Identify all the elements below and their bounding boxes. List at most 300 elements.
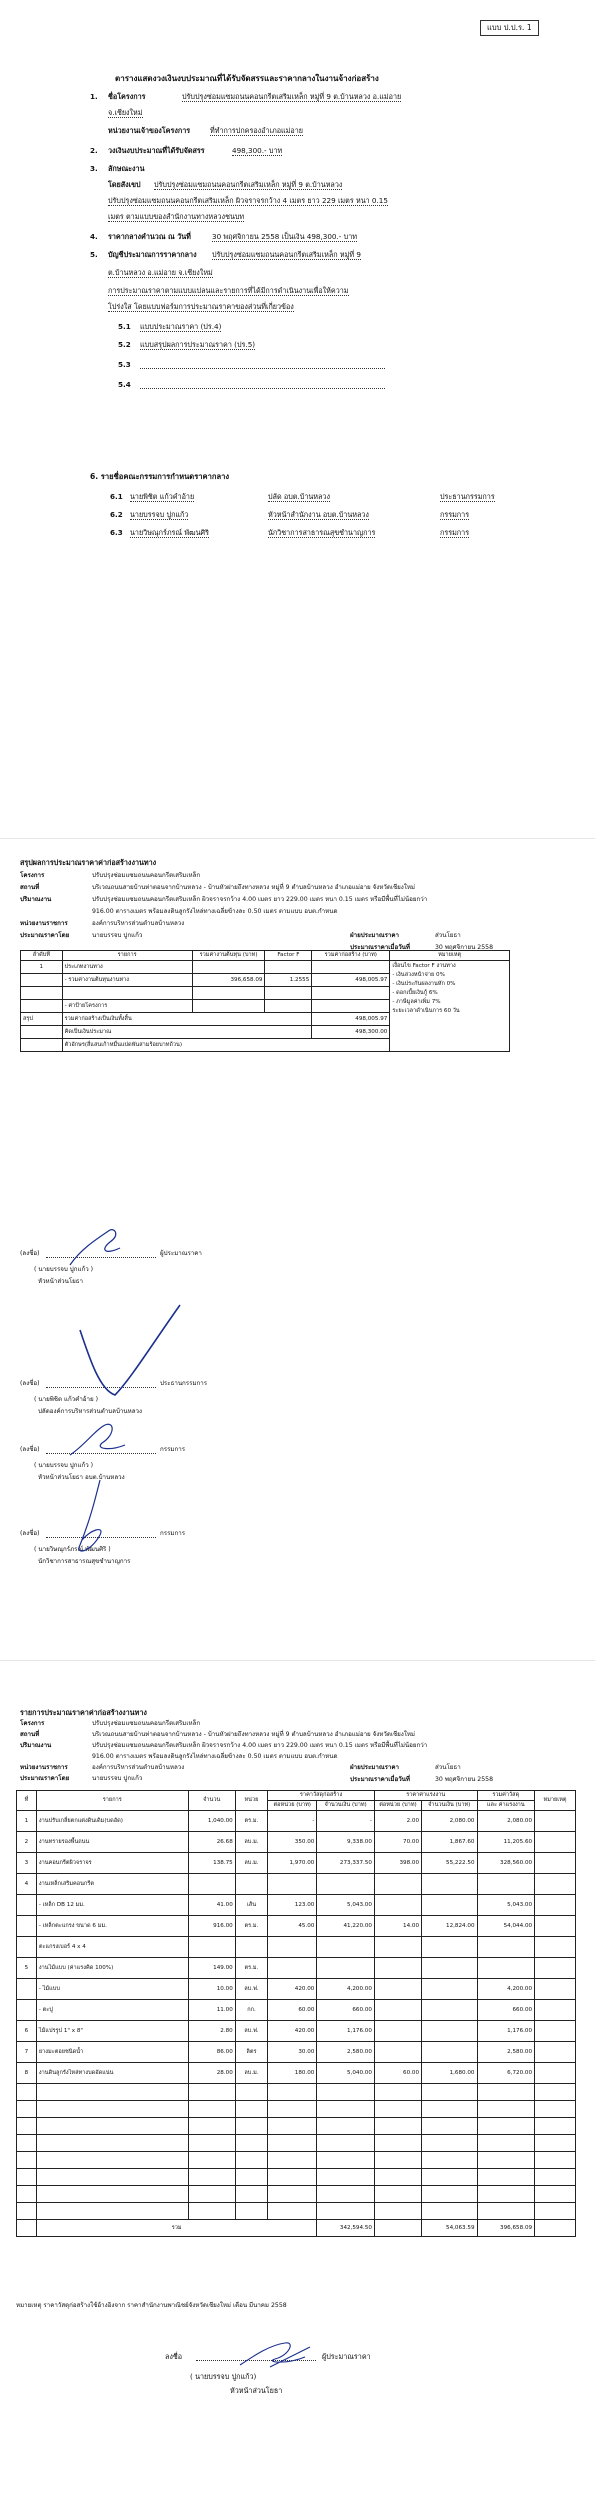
- cell-factor: [265, 987, 312, 1000]
- cell-item: - รวมค่างานต้นทุนงานทาง: [62, 974, 192, 987]
- cell-item: งานดินลูกรังไหล่ทางบดอัดแน่น: [36, 2063, 188, 2084]
- info-value: องค์การบริหารส่วนตำบลบ้านหลวง: [92, 920, 185, 927]
- cell-item: - ตะปู: [36, 2000, 188, 2021]
- cell-remark: [535, 1937, 576, 1958]
- item-value: แบบประมาณราคา (ปร.4): [140, 322, 222, 331]
- cell-material-total: 273,337.50: [317, 1853, 375, 1874]
- summary-total: 498,300.00: [312, 1026, 390, 1039]
- cell-no: [17, 1916, 37, 1937]
- cell-labor-unit: 398.00: [374, 1853, 421, 1874]
- summary-item: คิดเป็นเงินประมาณ: [62, 1026, 312, 1039]
- cell-sum: 328,560.00: [477, 1853, 535, 1874]
- signature-scribble-3: [60, 1415, 140, 1465]
- cell-material-unit: 1,970.00: [268, 1853, 317, 1874]
- empty-cell: [477, 2135, 535, 2152]
- empty-cell: [235, 2152, 267, 2169]
- empty-cell: [317, 2169, 375, 2186]
- cell-labor-total: 1,867.60: [422, 1832, 477, 1853]
- estimate-row: [17, 1916, 576, 1937]
- cell-unit: ลบ.ม.: [235, 1853, 267, 1874]
- info-label: ปริมาณงาน: [20, 896, 52, 903]
- empty-cell: [317, 2118, 375, 2135]
- estimate-empty-row: [17, 2169, 576, 2186]
- item-label: 5.4: [118, 380, 131, 389]
- cell-qty: 1,040.00: [188, 1811, 235, 1832]
- right-info-value: 30 พฤศจิกายน 2558: [435, 944, 494, 951]
- cell-qty: 41.00: [188, 1895, 235, 1916]
- signature-role: กรรมการ: [160, 1446, 186, 1453]
- empty-cell: [188, 2152, 235, 2169]
- signature-name: ( นายพิชิต แก้วคำอ้าย ): [34, 1396, 98, 1403]
- info-value: บริเวณถนนสายบ้านท่าตอนจากบ้านหลวง - บ้านหัวฝายถึงทางหลวง หมู่ที่ 9 ตำบลบ้านหลวง อำเภอแม่อาย จังหวัดเชียงใหม่: [92, 884, 415, 891]
- col-header: ลำดับที่: [21, 951, 63, 961]
- signature-position: หัวหน้าส่วนโยธา: [38, 1278, 84, 1285]
- cell-qty: 916.00: [188, 1916, 235, 1937]
- cell-labor-total: [422, 1958, 477, 1979]
- cell-sum: 54,044.00: [477, 1916, 535, 1937]
- empty-cell: [477, 2084, 535, 2101]
- estimate-row: [17, 1937, 576, 1958]
- empty-cell: [235, 2203, 267, 2220]
- item-blank-line: [140, 368, 385, 369]
- right-info-label: ฝ่ายประมาณราคา: [350, 1764, 400, 1771]
- right-info-value: ส่วนโยธา: [435, 932, 461, 939]
- col-header: ต่อหน่วย (บาท): [374, 1801, 421, 1811]
- item-value: ต.บ้านหลวง อ.แม่อาย จ.เชียงใหม่: [108, 268, 213, 277]
- signature-position: ปลัดองค์การบริหารส่วนตำบลบ้านหลวง: [38, 1408, 142, 1415]
- cell-remark: [535, 1874, 576, 1895]
- empty-cell: [317, 2152, 375, 2169]
- cell-labor-total: 2,080.00: [422, 1811, 477, 1832]
- committee-role: กรรมการ: [440, 528, 470, 537]
- empty-cell: [188, 2203, 235, 2220]
- cell-qty: 11.00: [188, 2000, 235, 2021]
- cell-labor-unit: 70.00: [374, 1832, 421, 1853]
- item-label: 5.2: [118, 340, 131, 349]
- signature-prefix: (ลงชื่อ): [20, 1530, 40, 1537]
- cell-labor-unit: [374, 1958, 421, 1979]
- cell-remark: [535, 2021, 576, 2042]
- empty-cell: [477, 2118, 535, 2135]
- empty-cell: [317, 2101, 375, 2118]
- estimate-group-header: [17, 1791, 576, 1801]
- page-3-heading: รายการประมาณราคาค่าก่อสร้างงานทาง: [20, 1708, 147, 1717]
- item-value: โปร่งใส โดยแบบฟอร์มการประมาณราคาของส่วนที่เกี่ยวข้อง: [108, 302, 294, 311]
- empty-cell: [188, 2186, 235, 2203]
- col-header: จำนวนเงิน (บาท): [422, 1801, 477, 1811]
- item-value: เมตร ตามแบบของสำนักงานทางหลวงชนบท: [108, 212, 245, 221]
- cell-material-total: 9,338.00: [317, 1832, 375, 1853]
- empty-cell: [36, 2118, 188, 2135]
- item-number: 1.: [90, 92, 98, 101]
- info-label: สถานที่: [20, 884, 40, 891]
- amount-words: ตัวอักษร(สี่แสนเก้าหมื่นแปดพันสามร้อยบาทถ้วน): [62, 1039, 390, 1052]
- cell-material-unit: -: [268, 1811, 317, 1832]
- empty-cell: [374, 2220, 421, 2237]
- empty-cell: [17, 2203, 37, 2220]
- empty-cell: [374, 2084, 421, 2101]
- cell-qty: 86.00: [188, 2042, 235, 2063]
- cell-labor-unit: [374, 1895, 421, 1916]
- cell-sum: 2,080.00: [477, 1811, 535, 1832]
- right-info-value: 30 พฤศจิกายน 2558: [435, 1776, 494, 1783]
- cell-sum: 6,720.00: [477, 2063, 535, 2084]
- cell-remark: [535, 1895, 576, 1916]
- cell-no: [21, 987, 63, 1000]
- cell-total: [312, 961, 390, 974]
- cell-remark: [535, 1832, 576, 1853]
- empty-cell: [36, 2152, 188, 2169]
- empty-cell: [317, 2203, 375, 2220]
- item-number: 4.: [90, 232, 98, 241]
- summary-total: 498,005.97: [312, 1013, 390, 1026]
- item-label: วงเงินงบประมาณที่ได้รับจัดสรร: [108, 146, 205, 155]
- item-value: ที่ทำการปกครองอำเภอแม่อาย: [210, 126, 303, 135]
- cell-unit: ตร.ม.: [235, 1916, 267, 1937]
- info-label: หน่วยงานราชการ: [20, 920, 68, 927]
- cell-unit: [235, 1937, 267, 1958]
- cell-notes: [390, 961, 510, 1052]
- signature-scribble-2: [60, 1300, 190, 1410]
- empty-cell: [17, 2084, 37, 2101]
- cell-material-unit: 30.00: [268, 2042, 317, 2063]
- cell-no: 7: [17, 2042, 37, 2063]
- cell-item: - เหล็ก DB 12 มม.: [36, 1895, 188, 1916]
- sign-prefix: ลงชื่อ: [165, 2352, 183, 2361]
- cell-remark: [535, 2042, 576, 2063]
- col-header: รายการ: [36, 1791, 188, 1811]
- info-value: 916.00 ตารางเมตร พร้อมลงดินลูกรังไหล่ทางเฉลี่ยข้างละ 0.50 เมตร ตามแบบ อบต.กำหนด: [92, 1753, 338, 1760]
- signature-scribble-5: [230, 2335, 320, 2375]
- estimate-row: [17, 1979, 576, 2000]
- cell-no: 4: [17, 1874, 37, 1895]
- sign-role: ผู้ประมาณราคา: [322, 2352, 371, 2361]
- cell-sum: [477, 1958, 535, 1979]
- info-value: ปรับปรุงซ่อมแซมถนนคอนกรีตเสริมเหล็ก: [92, 1720, 201, 1727]
- col-header: และ ค่าแรงงาน: [477, 1801, 535, 1811]
- estimate-total-row: [17, 2220, 576, 2237]
- item-value: 498,300.- บาท: [232, 146, 283, 155]
- note-line: ระยะเวลาดำเนินการ 60 วัน: [392, 1008, 460, 1014]
- empty-cell: [374, 2186, 421, 2203]
- committee-title: 6. รายชื่อคณะกรรมการกำหนดราคากลาง: [90, 472, 230, 481]
- cell-qty: 2.80: [188, 2021, 235, 2042]
- cell-total: [312, 987, 390, 1000]
- cell-factor: [265, 961, 312, 974]
- estimate-row: [17, 1895, 576, 1916]
- empty-cell: [535, 2220, 576, 2237]
- empty-cell: [235, 2169, 267, 2186]
- cell-material-unit: 45.00: [268, 1916, 317, 1937]
- empty-cell: [36, 2203, 188, 2220]
- item-value: แบบสรุปผลการประมาณราคา (ปร.5): [140, 340, 256, 349]
- empty-cell: [235, 2084, 267, 2101]
- item-label: ลักษณะงาน: [108, 164, 145, 173]
- page-separator-2: [0, 1660, 595, 1661]
- empty-cell: [477, 2169, 535, 2186]
- empty-cell: [422, 2118, 477, 2135]
- estimate-row: [17, 1853, 576, 1874]
- page-separator-1: [0, 838, 595, 839]
- summary-table-header: [21, 951, 510, 961]
- info-value: ปรับปรุงซ่อมแซมถนนคอนกรีตเสริมเหล็ก ผิวจราจรกว้าง 4.00 เมตร ยาว 229.00 เมตร หนา 0.15 เมตร หรือมีพื้นที่ไม่น้อยกว่า: [92, 896, 428, 903]
- cell-sum: 1,176.00: [477, 2021, 535, 2042]
- info-label: ประมาณราคาโดย: [20, 1775, 70, 1782]
- signature-position: หัวหน้าส่วนโยธา อบต.บ้านหลวง: [38, 1474, 125, 1481]
- col-header: จำนวนเงิน (บาท): [317, 1801, 375, 1811]
- cell-unit: เส้น: [235, 1895, 267, 1916]
- empty-cell: [36, 2101, 188, 2118]
- cell-unit: ลบ.ฟ.: [235, 1979, 267, 2000]
- page-3: [0, 1690, 595, 2490]
- page-1-title: ตารางแสดงวงเงินงบประมาณที่ได้รับจัดสรรและราคากลางในงานจ้างก่อสร้าง: [115, 74, 379, 83]
- info-value: นายบรรจบ ปูกแก้ว: [92, 1775, 143, 1782]
- empty-cell: [477, 2152, 535, 2169]
- col-header: หน่วย: [235, 1791, 267, 1811]
- cell-qty: 10.00: [188, 1979, 235, 2000]
- empty-cell: [268, 2152, 317, 2169]
- committee-position: ปลัด อบต.บ้านหลวง: [268, 492, 330, 501]
- estimate-row: [17, 2021, 576, 2042]
- committee-name: นายพิชิต แก้วคำอ้าย: [130, 492, 195, 501]
- cell-material-unit: 60.00: [268, 2000, 317, 2021]
- cell-sum: 11,205.60: [477, 1832, 535, 1853]
- info-label: ประมาณราคาโดย: [20, 932, 70, 939]
- cell-no: 5: [17, 1958, 37, 1979]
- estimate-row: [17, 1874, 576, 1895]
- empty-cell: [188, 2101, 235, 2118]
- cell-unit: กก.: [235, 2000, 267, 2021]
- empty-cell: [235, 2101, 267, 2118]
- signature-role: ประธานกรรมการ: [160, 1380, 208, 1387]
- empty-cell: [317, 2186, 375, 2203]
- item-value: ปรับปรุงซ่อมแซมถนนคอนกรีตเสริมเหล็ก หมู่ที่ 9 ต.บ้านหลวง อ.แม่อาย: [182, 92, 402, 101]
- empty-cell: [317, 2135, 375, 2152]
- cell-material-total: 1,176.00: [317, 2021, 375, 2042]
- signature-position: นักวิชาการสาธารณสุขชำนาญการ: [38, 1558, 131, 1565]
- cell-total: 498,005.97: [312, 974, 390, 987]
- cell-unit: [235, 1874, 267, 1895]
- cell-cost: 396,658.09: [192, 974, 265, 987]
- cell-remark: [535, 1811, 576, 1832]
- empty-cell: [188, 2169, 235, 2186]
- info-label: หน่วยงานราชการ: [20, 1764, 68, 1771]
- cell-labor-unit: 14.00: [374, 1916, 421, 1937]
- item-value: ปรับปรุงซ่อมแซมถนนคอนกรีตเสริมเหล็ก หมู่ที่ 9 ต.บ้านหลวง: [154, 180, 343, 189]
- cell-remark: [535, 2063, 576, 2084]
- item-value: ปรับปรุงซ่อมแซมถนนคอนกรีตเสริมเหล็ก ผิวจราจรกว้าง 4 เมตร ยาว 229 เมตร หนา 0.15: [108, 196, 388, 205]
- cell-no: 3: [17, 1853, 37, 1874]
- empty-cell: [535, 2169, 576, 2186]
- item-label: ชื่อโครงการ: [108, 92, 146, 101]
- cell-qty: [188, 1937, 235, 1958]
- empty-cell: [268, 2101, 317, 2118]
- col-header: ที่: [17, 1791, 37, 1811]
- estimate-empty-row: [17, 2186, 576, 2203]
- cell-labor-total: [422, 2000, 477, 2021]
- signature-scribble-4: [60, 1475, 120, 1565]
- empty-cell: [21, 1039, 63, 1052]
- col-header: รวมค่าก่อสร้าง (บาท): [312, 951, 390, 961]
- empty-cell: [374, 2101, 421, 2118]
- item-value: ปรับปรุงซ่อมแซมถนนคอนกรีตเสริมเหล็ก หมู่ที่ 9: [212, 250, 361, 259]
- cell-item: ไม้แปรรูป 1" x 8": [36, 2021, 188, 2042]
- empty-cell: [17, 2135, 37, 2152]
- form-code-box: แบบ ป.ป.ร. 1: [480, 20, 539, 36]
- empty-cell: [422, 2135, 477, 2152]
- cell-item: ประเภทงานทาง: [62, 961, 192, 974]
- total-materials: 342,594.50: [317, 2220, 375, 2237]
- estimate-row: [17, 2000, 576, 2021]
- empty-cell: [17, 2220, 37, 2237]
- cell-material-unit: 420.00: [268, 1979, 317, 2000]
- empty-cell: [422, 2186, 477, 2203]
- col-header: ต่อหน่วย (บาท): [268, 1801, 317, 1811]
- cell-item: - ไม้แบบ: [36, 1979, 188, 2000]
- empty-cell: [36, 2084, 188, 2101]
- estimate-empty-row: [17, 2135, 576, 2152]
- empty-cell: [374, 2135, 421, 2152]
- cell-labor-total: [422, 1874, 477, 1895]
- cell-material-unit: 123.00: [268, 1895, 317, 1916]
- empty-cell: [477, 2203, 535, 2220]
- right-info-label: ฝ่ายประมาณราคา: [350, 932, 400, 939]
- info-label: สถานที่: [20, 1731, 40, 1738]
- note-line: - เงินประกันผลงานหัก 0%: [392, 981, 456, 987]
- cell-factor: 1.2555: [265, 974, 312, 987]
- info-label: โครงการ: [20, 872, 45, 879]
- committee-role: กรรมการ: [440, 510, 470, 519]
- summary-label: สรุป: [21, 1013, 63, 1026]
- col-header: หมายเหตุ: [390, 951, 510, 961]
- cell-unit: ลบ.ม.: [235, 1832, 267, 1853]
- empty-cell: [535, 2084, 576, 2101]
- item-number: 3.: [90, 164, 98, 173]
- cell-sum: 4,200.00: [477, 1979, 535, 2000]
- cell-material-total: 5,040.00: [317, 2063, 375, 2084]
- empty-cell: [188, 2084, 235, 2101]
- empty-cell: [317, 2084, 375, 2101]
- info-label: โครงการ: [20, 1720, 45, 1727]
- committee-name: นายบรรจบ ปูกแก้ว: [130, 510, 189, 519]
- item-label: บัญชีประมาณการราคากลาง: [108, 250, 197, 259]
- cell-remark: [535, 1979, 576, 2000]
- cell-no: 2: [17, 1832, 37, 1853]
- signature-prefix: (ลงชื่อ): [20, 1380, 40, 1387]
- sign-position: หัวหน้าส่วนโยธา: [230, 2386, 283, 2395]
- cell-material-total: 4,200.00: [317, 1979, 375, 2000]
- cell-remark: [535, 1916, 576, 1937]
- empty-cell: [477, 2101, 535, 2118]
- right-info-value: ส่วนโยธา: [435, 1764, 461, 1771]
- page-2-heading: สรุปผลการประมาณราคาค่าก่อสร้างงานทาง: [20, 858, 157, 867]
- cell-material-total: [317, 1937, 375, 1958]
- group-header-total: รวมค่าวัสดุ: [477, 1791, 535, 1801]
- cell-no: [17, 1895, 37, 1916]
- summary-table: [20, 950, 510, 1052]
- info-value: นายบรรจบ ปูกแก้ว: [92, 932, 143, 939]
- cell-qty: 26.68: [188, 1832, 235, 1853]
- cell-material-unit: [268, 1874, 317, 1895]
- cell-no: [17, 2000, 37, 2021]
- cell-no: [21, 974, 63, 987]
- estimate-empty-row: [17, 2118, 576, 2135]
- info-value: ปรับปรุงซ่อมแซมถนนคอนกรีตเสริมเหล็ก ผิวจราจรกว้าง 4.00 เมตร ยาว 229.00 เมตร หนา 0.15 เมตร หรือมีพื้นที่ไม่น้อยกว่า: [92, 1742, 428, 1749]
- cell-item: ยางมะตอยชนิดน้ำ: [36, 2042, 188, 2063]
- empty-cell: [36, 2135, 188, 2152]
- cell-remark: [535, 2000, 576, 2021]
- cell-item: งานปรับเกลี่ยตกแต่งดินเดิม(บดอัด): [36, 1811, 188, 1832]
- signature-prefix: (ลงชื่อ): [20, 1250, 40, 1257]
- signature-name: ( นายบรรจบ ปูกแก้ว ): [34, 1266, 94, 1273]
- empty-cell: [188, 2135, 235, 2152]
- cell-item: งานเหล็กเสริมคอนกรีต: [36, 1874, 188, 1895]
- col-header: หมายเหตุ: [535, 1791, 576, 1811]
- item-number: 2.: [90, 146, 98, 155]
- cell-item: งานทรายรองพื้นถนน: [36, 1832, 188, 1853]
- empty-cell: [535, 2101, 576, 2118]
- info-value: ปรับปรุงซ่อมแซมถนนคอนกรีตเสริมเหล็ก: [92, 872, 201, 879]
- info-value: 916.00 ตารางเมตร พร้อมลงดินลูกรังไหล่ทางเฉลี่ยข้างละ 0.50 เมตร ตามแบบ อบต.กำหนด: [92, 908, 338, 915]
- col-header: รวมค่างานต้นทุน (บาท): [192, 951, 265, 961]
- cell-labor-total: 1,680.00: [422, 2063, 477, 2084]
- cell-material-total: 5,043.00: [317, 1895, 375, 1916]
- cell-labor-total: [422, 1937, 477, 1958]
- total-label: รวม: [36, 2220, 317, 2237]
- item-number: 5.: [90, 250, 98, 259]
- cell-labor-total: [422, 1979, 477, 2000]
- committee-name: นายวิษณุกร์ภรณ์ พัฒนศิริ: [130, 528, 209, 537]
- right-info-label: ประมาณราคาเมื่อวันที่: [350, 944, 410, 951]
- cell-cost: [192, 961, 265, 974]
- signature-name: ( นายวิษณุกร์ภรณ์ พัฒนศิริ ): [34, 1546, 111, 1553]
- total-labor: 54,063.59: [422, 2220, 477, 2237]
- empty-cell: [374, 2152, 421, 2169]
- cell-cost: [192, 1000, 265, 1013]
- item-value: 30 พฤศจิกายน 2558 เป็นเงิน 498,300.- บาท: [212, 232, 357, 241]
- cell-item: ตะแกรงเบอร์ 4 x 4: [36, 1937, 188, 1958]
- cell-material-total: 660.00: [317, 2000, 375, 2021]
- footnote: หมายเหตุ ราคาวัสดุก่อสร้างใช้อ้างอิงจาก ราคาสำนักงานพาณิชย์จังหวัดเชียงใหม่ เดือน มีนาคม 2558: [16, 2302, 287, 2309]
- cell-sum: [477, 1937, 535, 1958]
- cell-material-total: [317, 1958, 375, 1979]
- estimate-row: [17, 1958, 576, 1979]
- empty-cell: [268, 2135, 317, 2152]
- cell-labor-total: 12,824.00: [422, 1916, 477, 1937]
- cell-labor-unit: [374, 2000, 421, 2021]
- empty-cell: [17, 2186, 37, 2203]
- estimate-row: [17, 1832, 576, 1853]
- empty-cell: [268, 2118, 317, 2135]
- cell-no: [17, 1937, 37, 1958]
- page-1: [0, 0, 595, 800]
- empty-cell: [268, 2169, 317, 2186]
- signature-role: กรรมการ: [160, 1530, 186, 1537]
- cell-material-unit: 350.00: [268, 1832, 317, 1853]
- empty-cell: [535, 2152, 576, 2169]
- item-label: หน่วยงานเจ้าของโครงการ: [108, 126, 191, 135]
- item-blank-line: [140, 388, 385, 389]
- cell-factor: [265, 1000, 312, 1013]
- note-line: - ภาษีมูลค่าเพิ่ม 7%: [392, 999, 441, 1005]
- info-value: บริเวณถนนสายบ้านท่าตอนจากบ้านหลวง - บ้านหัวฝายถึงทางหลวง หมู่ที่ 9 ตำบลบ้านหลวง อำเภอแม่อาย จังหวัดเชียงใหม่: [92, 1731, 415, 1738]
- cell-unit: ลบ.ฟ.: [235, 2021, 267, 2042]
- cell-sum: 660.00: [477, 2000, 535, 2021]
- cell-labor-total: [422, 1895, 477, 1916]
- group-header-labor: ราคาค่าแรงงาน: [374, 1791, 477, 1801]
- cell-item: - เหล็กตะแกรง ขนาด 6 มม.: [36, 1916, 188, 1937]
- cell-cost: [192, 987, 265, 1000]
